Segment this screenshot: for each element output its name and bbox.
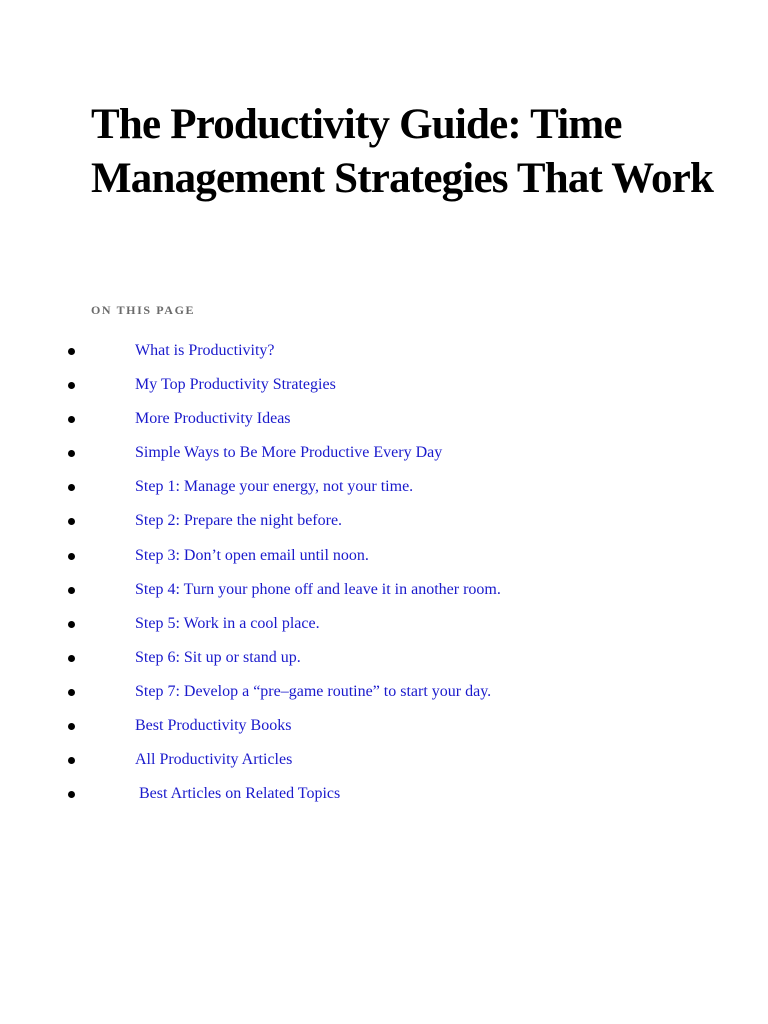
toc-item [0,607,768,641]
toc-item [0,436,768,470]
toc-item [0,470,768,504]
toc-link-related-topics[interactable]: Best Articles on Related Topics [139,785,341,803]
bullet-icon [68,348,75,355]
toc-link-step-7[interactable]: Step 7: Develop a “pre–game routine” to start your day. [135,682,492,700]
toc-link-step-6[interactable]: Step 6: Sit up or stand up. [135,648,301,666]
bullet-icon [68,689,75,696]
table-of-contents [0,334,768,811]
on-this-page-label: ON THIS PAGE [91,303,196,317]
bullet-icon [68,723,75,730]
toc-link-top-strategies[interactable]: My Top Productivity Strategies [135,376,336,394]
bullet-icon [68,655,75,662]
toc-item [0,777,768,811]
toc-item [0,368,768,402]
toc-item [0,709,768,743]
toc-item [0,573,768,607]
toc-link-what-is-productivity[interactable]: What is Productivity? [135,342,275,359]
bullet-icon [68,757,75,764]
toc-item [0,539,768,573]
bullet-icon [68,587,75,594]
toc-link-step-1[interactable]: Step 1: Manage your energy, not your time. [135,478,414,496]
bullet-icon [68,791,75,798]
toc-item [0,675,768,709]
toc-link-step-3[interactable]: Step 3: Don’t open email until noon. [135,546,369,564]
toc-link-simple-ways[interactable]: Simple Ways to Be More Productive Every Day [135,444,443,462]
page-title: The Productivity Guide: Time Management Strategies That Work [91,101,714,202]
toc-link-step-2[interactable]: Step 2: Prepare the night before. [135,512,343,530]
bullet-icon [68,382,75,389]
bullet-icon [68,621,75,628]
toc-link-more-ideas[interactable]: More Productivity Ideas [135,410,291,428]
toc-link-all-articles[interactable]: All Productivity Articles [135,751,293,769]
bullet-icon [68,484,75,491]
toc-item [0,504,768,538]
toc-item [0,402,768,436]
bullet-icon [68,416,75,423]
toc-link-best-books[interactable]: Best Productivity Books [135,717,292,735]
toc-link-step-4[interactable]: Step 4: Turn your phone off and leave it in another room. [135,580,501,598]
bullet-icon [68,518,75,525]
toc-item [0,641,768,675]
bullet-icon [68,450,75,457]
bullet-icon [68,553,75,560]
toc-link-step-5[interactable]: Step 5: Work in a cool place. [135,614,320,632]
toc-item [0,743,768,777]
toc-item [0,334,768,368]
